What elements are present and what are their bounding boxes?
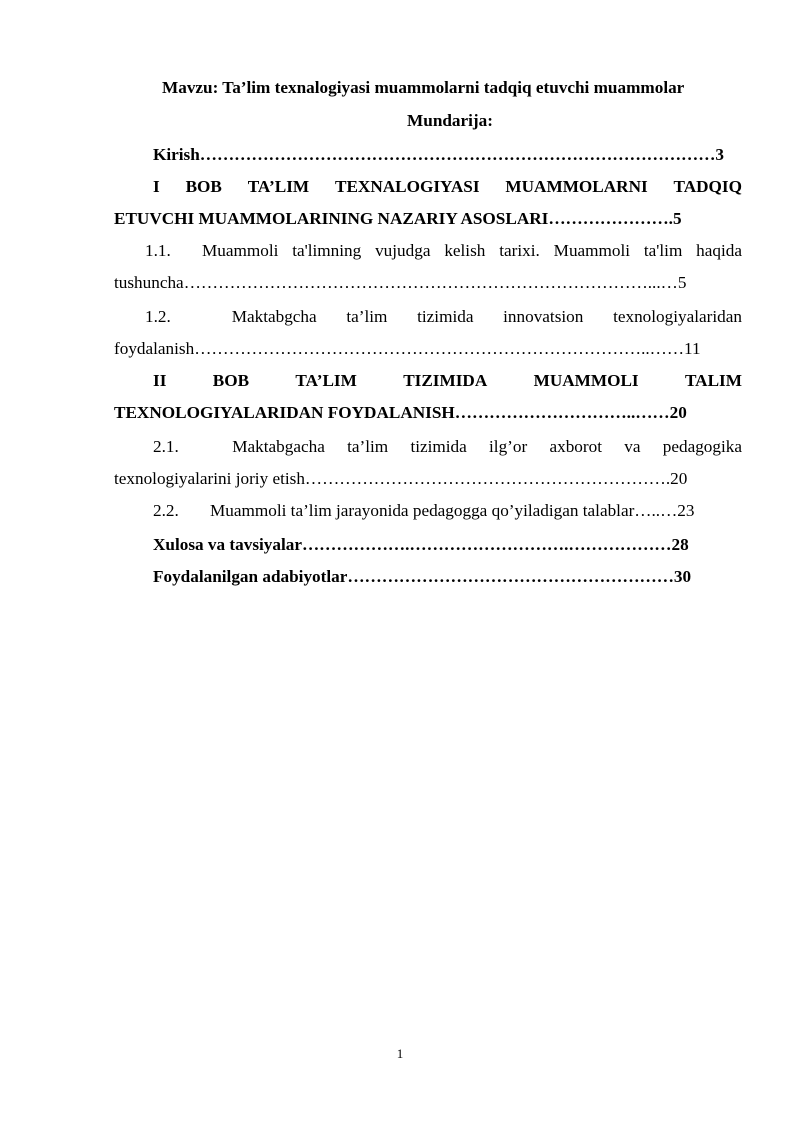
word: texnologiyalaridan (613, 307, 742, 326)
section-number: 2.2. (153, 501, 179, 520)
toc-entry-1-2-line2[interactable]: foydalanish……………………………………………………………………..……11 (114, 339, 701, 358)
section-number: 2.1. (153, 437, 179, 456)
toc-entry-1-2-line1[interactable] (145, 307, 742, 327)
word: pedagogika (662, 437, 742, 456)
word: TEXNALOGIYASI (335, 177, 480, 196)
section-title: Muammoli ta'limning vujudga kelish tarixi. Muammoli ta'lim haqida (202, 241, 742, 260)
word: ilg’or (489, 437, 528, 456)
word: TA’LIM (247, 177, 310, 196)
word: tizimida (417, 307, 474, 326)
page-number: 1 (396, 1046, 404, 1061)
word: TIZIMIDA (403, 371, 488, 390)
word: innovatsion (503, 307, 584, 326)
toc-entry-2-2[interactable] (153, 501, 742, 521)
word: Maktabgacha (232, 437, 325, 456)
toc-heading: Mundarija: (407, 111, 493, 130)
toc-entry-bob2-line2[interactable]: TEXNOLOGIYALARIDAN FOYDALANISH…………………………..……20 (114, 403, 687, 422)
toc-entry-adabiyotlar[interactable]: Foydalanilgan adabiyotlar…………………………………………………30 (153, 567, 692, 586)
toc-entry-kirish[interactable]: Kirish………………………………………………………………………………3 (153, 145, 725, 164)
word: ta’lim (346, 307, 388, 326)
toc-entry-bob2-line1[interactable] (153, 371, 742, 391)
word: MUAMMOLARNI (505, 177, 648, 196)
word: TALIM (684, 371, 742, 390)
word: axborot (549, 437, 602, 456)
page-title: Mavzu: Ta’lim texnalogiyasi muammolarni tadqiq etuvchi muammolar (162, 78, 685, 97)
toc-entry-xulosa[interactable]: Xulosa va tavsiyalar……………….……………………….………………28 (153, 535, 689, 554)
toc-entry-1-1-line2[interactable]: tushuncha………………………………………………………………………...…5 (114, 273, 687, 292)
section-number: 1.1. (145, 241, 171, 260)
word: II (153, 371, 167, 390)
toc-entry-bob1-line2[interactable]: ETUVCHI MUAMMOLARINING NAZARIY ASOSLARI………………….5 (114, 209, 682, 228)
word: I (153, 177, 160, 196)
word: BOB (185, 177, 222, 196)
toc-entry-2-1-line1[interactable] (153, 437, 742, 457)
section-number: 1.2. (145, 307, 171, 326)
word: tizimida (410, 437, 467, 456)
word: TADQIQ (673, 177, 742, 196)
toc-entry-2-1-line2[interactable]: texnologiyalarini joriy etish……………………………………………………….20 (114, 469, 688, 488)
word: TA’LIM (295, 371, 357, 390)
toc-entry-bob1-line1[interactable] (153, 177, 742, 197)
section-title: Muammoli ta’lim jarayonida pedagogga qo’yiladigan talablar…..…23 (210, 501, 695, 520)
word: ta’lim (347, 437, 389, 456)
word: Maktabgcha (231, 307, 317, 326)
word: MUAMMOLI (533, 371, 639, 390)
word: va (624, 437, 641, 456)
toc-entry-1-1-line1[interactable] (145, 241, 742, 261)
word: BOB (212, 371, 250, 390)
